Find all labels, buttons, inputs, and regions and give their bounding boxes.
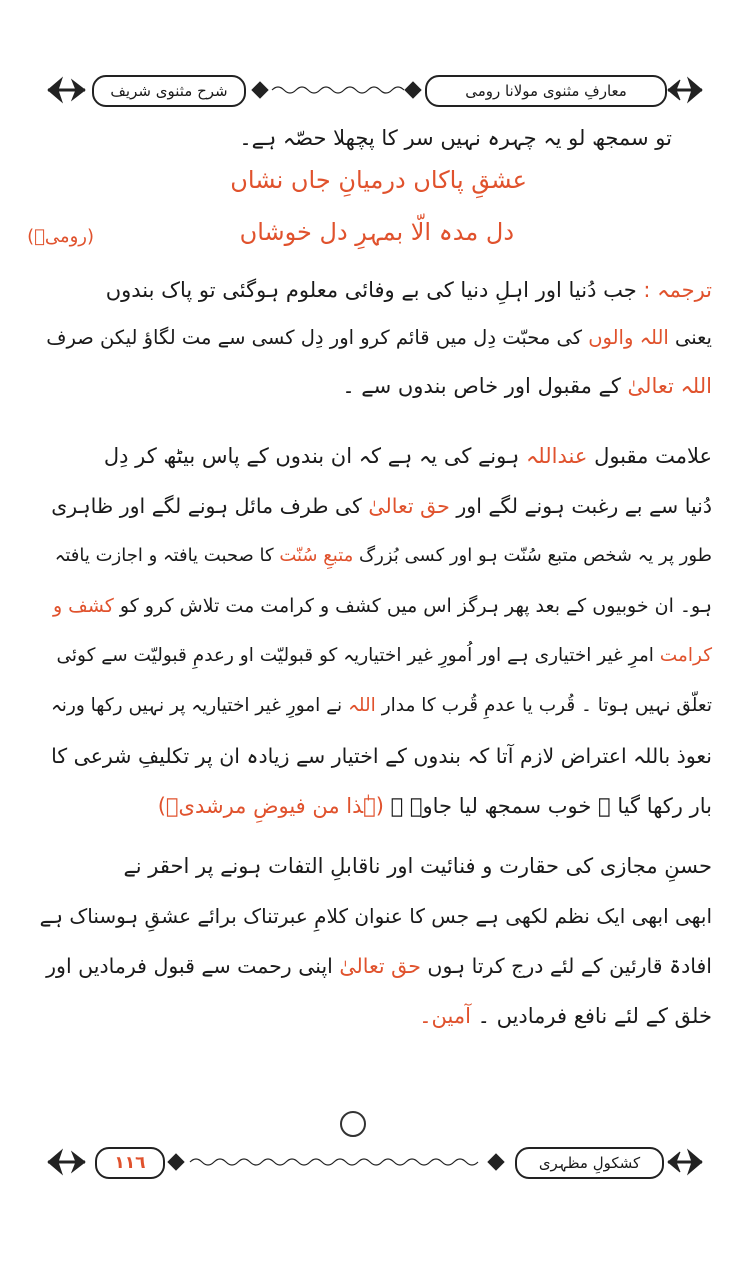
text-span: ہو۔ ان خوبیوں کے بعد پھر ہرگز اس میں کشف و کرامت مت تلاش کرو کو: [119, 595, 712, 617]
text-span: امرِ غیر اختیاری ہے اور اُمورِ غیر اختیاریہ کو قبولیّت او رعدمِ قبولیّت سے کوئی: [56, 645, 654, 666]
highlight-span: کشف و: [52, 595, 114, 617]
text-span: کے مقبول اور خاص بندوں سے ۔: [342, 374, 621, 398]
text-span: افادۃ قارئین کے لئے درج کرتا ہوں: [427, 954, 712, 978]
circle-ornament-icon: [340, 1111, 366, 1137]
text-span: نعوذ باللہ اعتراض لازم آتا کہ بندوں کے اختیار سے زیادہ ان پر تکلیفِ شرعی کا: [51, 744, 712, 768]
highlight-span: حق تعالیٰ: [339, 954, 421, 978]
text-line: تو سمجھ لو یہ چہرہ نہیں سر کا پچھلا حصّہ ہے۔: [239, 126, 672, 150]
highlight-span: حق تعالیٰ: [368, 494, 450, 518]
source-note: (ہٰذا من فیوضِ مرشدیؒ): [157, 794, 384, 818]
text-span: نے امورِ غیر اختیاریہ پر نہیں رکھا ورنہ: [50, 695, 343, 716]
paragraph2-line6: [40, 686, 712, 726]
paragraph3-line1: [40, 846, 712, 886]
paragraph2-line7: [40, 736, 712, 776]
text-span: علامت مقبول: [594, 444, 712, 468]
header-ornament: [40, 70, 710, 110]
verse-line-1: عشقِ پاکاں درمیانِ جاں نشاں: [230, 166, 527, 194]
paragraph3-line2: [40, 896, 712, 936]
paragraph1-line1: [40, 270, 712, 310]
text-span: خلق کے لئے نافع فرمادیں ۔: [477, 1004, 712, 1028]
highlight-span: متبعِ سُنّت: [279, 545, 354, 566]
page-number: ١١٦: [95, 1147, 165, 1179]
highlight-span: اللہ: [348, 695, 376, 716]
paragraph1-line2: [40, 318, 712, 358]
translation-label: ترجمہ :: [643, 278, 712, 302]
highlight-span: عنداللہ: [526, 444, 588, 468]
verse-line-2: دل مدہ الّا بمہرِ دل خوشاں: [239, 218, 514, 246]
paragraph2-line5: [40, 636, 712, 676]
paragraph1-line3: [40, 366, 712, 406]
text-span: ہونے کی یہ ہے کہ ان بندوں کے پاس بیٹھ کر دِل: [103, 444, 520, 468]
text-span: طور پر یہ شخص متبع سُنّت ہو اور کسی بُزرگ: [359, 545, 712, 566]
footer-ornament: [40, 1142, 710, 1182]
page-body: [27, 118, 712, 1098]
intro-line: [0, 118, 672, 158]
paragraph3-line4: [40, 996, 712, 1036]
text-span: یعنی: [675, 326, 712, 349]
header-right-title: معارفِ مثنوی مولانا رومی: [425, 75, 667, 107]
paragraph2-line4: [40, 586, 712, 626]
text-span: کا صحبت یافتہ و اجازت یافتہ: [54, 545, 274, 566]
highlight-span: کرامت: [659, 645, 712, 666]
highlight-span: آمین۔: [419, 1004, 471, 1028]
highlight-span: اللہ تعالیٰ: [627, 374, 712, 398]
text-span: کی طرف مائل ہونے لگے اور ظاہری: [51, 494, 362, 518]
text-span: کی محبّت دِل میں قائم کرو اور دِل کسی سے مت لگاؤ لیکن صرف: [46, 326, 582, 349]
paragraph2-line1: [72, 436, 712, 476]
paragraph2-line8: [40, 786, 712, 826]
text-span: تعلّق نہیں ہوتا ۔ قُرب یا عدمِ قُرب کا مدار: [381, 695, 712, 716]
text-span: بار رکھا گیا ۔ خوب سمجھ لیا جاوے ۔: [390, 794, 712, 818]
text-span: اپنی رحمت سے قبول فرمادیں اور: [46, 954, 333, 978]
paragraph2-line3: [40, 536, 712, 576]
footer-book-title: کشکولِ مظہری: [515, 1147, 664, 1179]
verse-source: (رومیؒ): [27, 226, 94, 247]
text-span: ابھی ابھی ایک نظم لکھی ہے جس کا عنوان کلامِ عبرتناک برائے عشقِ ہوسناک ہے: [39, 904, 712, 928]
text-span: حسنِ مجازی کی حقارت و فنائیت اور ناقابلِ التفات ہونے پر احقر نے: [123, 854, 712, 878]
paragraph3-line3: [40, 946, 712, 986]
text-line: جب دُنیا اور اہلِ دنیا کی بے وفائی معلوم ہوگئی تو پاک بندوں: [105, 278, 637, 302]
header-left-title: شرح مثنوی شریف: [92, 75, 246, 107]
paragraph2-line2: [40, 486, 712, 526]
text-span: دُنیا سے بے رغبت ہونے لگے اور: [456, 494, 712, 518]
highlight-span: اللہ والوں: [588, 326, 669, 349]
